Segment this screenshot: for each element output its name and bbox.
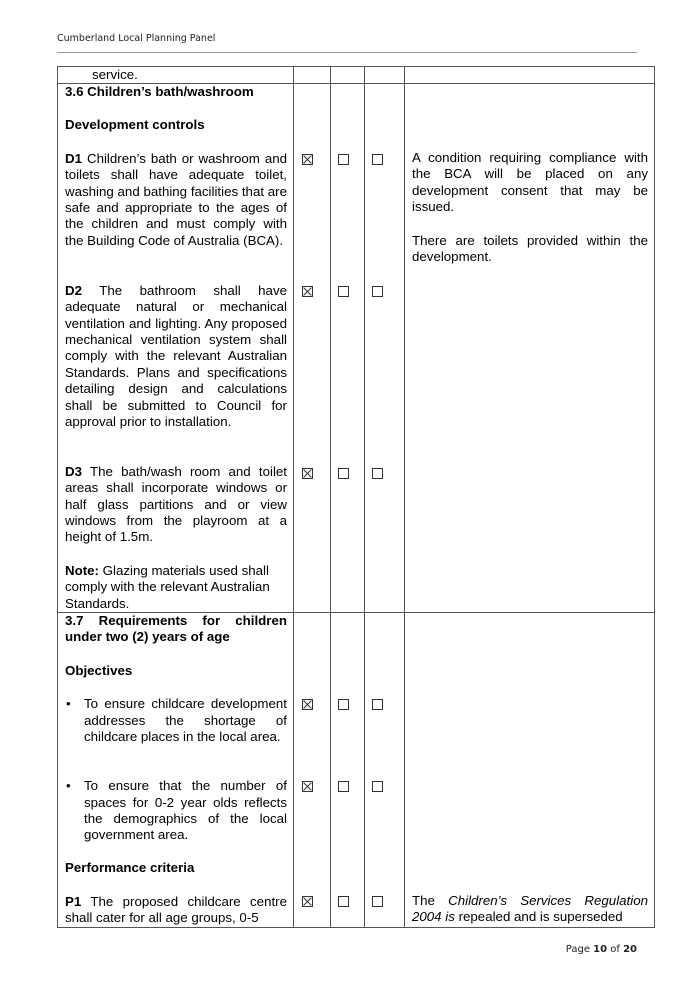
comment-toilets: There are toilets provided within the development. bbox=[412, 232, 648, 265]
checkbox-obj1-col3[interactable] bbox=[372, 699, 383, 710]
performance-label: Performance criteria bbox=[65, 860, 195, 876]
table-row bbox=[58, 67, 655, 84]
checkbox-obj1-col2[interactable] bbox=[338, 699, 349, 710]
page-number: Page 10 of 20 bbox=[565, 944, 637, 955]
section-heading: 3.7 Requirements for children under two (2) years of age bbox=[65, 613, 287, 645]
table-row bbox=[58, 84, 655, 613]
continued-text: service. bbox=[92, 67, 138, 82]
table-row bbox=[58, 613, 655, 928]
list-item: • To ensure that the number of spaces for 0-2 year olds reflects the demographics of the local government area. bbox=[66, 778, 287, 843]
checkbox-d2-col2[interactable] bbox=[338, 286, 349, 297]
checkbox-d3-col1[interactable] bbox=[302, 468, 313, 479]
list-item: • To ensure childcare development addresses the shortage of childcare places in the local area. bbox=[66, 696, 287, 745]
document-header: Cumberland Local Planning Panel bbox=[57, 33, 216, 44]
checkbox-d1-col2[interactable] bbox=[338, 154, 349, 165]
compliance-table bbox=[57, 66, 655, 928]
comment-regulation: The Children’s Services Regulation 2004 is repealed and is superseded bbox=[412, 893, 648, 925]
section-heading: 3.6 Children’s bath/washroom bbox=[65, 84, 254, 99]
checkbox-obj2-col3[interactable] bbox=[372, 781, 383, 792]
control-d3: D3 The bath/wash room and toilet areas shall incorporate windows or half glass partitions and or view windows from the playroom at a height of 1.5m. bbox=[65, 463, 287, 545]
checkbox-d2-col1[interactable] bbox=[302, 286, 313, 297]
checkbox-obj2-col2[interactable] bbox=[338, 781, 349, 792]
objectives-label: Objectives bbox=[65, 662, 133, 678]
comment-bca: A condition requiring compliance with the BCA will be placed on any development consent that may be issued. bbox=[412, 150, 648, 215]
checkbox-d3-col2[interactable] bbox=[338, 468, 349, 479]
control-d2: D2 The bathroom shall have adequate natural or mechanical ventilation and lighting. Any proposed mechanical ventilation system shall comply with the relevant Australian Standards. Plans and specifications detailing design and calculations shall be submitted to Council for approval prior to installation. bbox=[65, 282, 287, 430]
checkbox-obj1-col1[interactable] bbox=[302, 699, 313, 710]
checkbox-d1-col1[interactable] bbox=[302, 154, 313, 165]
checkbox-obj2-col1[interactable] bbox=[302, 781, 313, 792]
checkbox-p1-col1[interactable] bbox=[302, 896, 313, 907]
checkbox-d2-col3[interactable] bbox=[372, 286, 383, 297]
control-d1: D1 Children’s bath or washroom and toilets shall have adequate toilet, washing and bathing facilities that are safe and appropriate to the ages of the children and must comply with the Building Code of Australia (BCA). bbox=[65, 150, 287, 248]
checkbox-p1-col3[interactable] bbox=[372, 896, 383, 907]
checkbox-p1-col2[interactable] bbox=[338, 896, 349, 907]
note: Note: Glazing materials used shall comply with the relevant Australian Standards. bbox=[65, 562, 270, 611]
checkbox-d1-col3[interactable] bbox=[372, 154, 383, 165]
checkbox-d3-col3[interactable] bbox=[372, 468, 383, 479]
header-divider bbox=[57, 52, 637, 53]
criterion-p1: P1 The proposed childcare centre shall cater for all age groups, 0-5 bbox=[65, 893, 287, 926]
subheading: Development controls bbox=[65, 117, 205, 133]
